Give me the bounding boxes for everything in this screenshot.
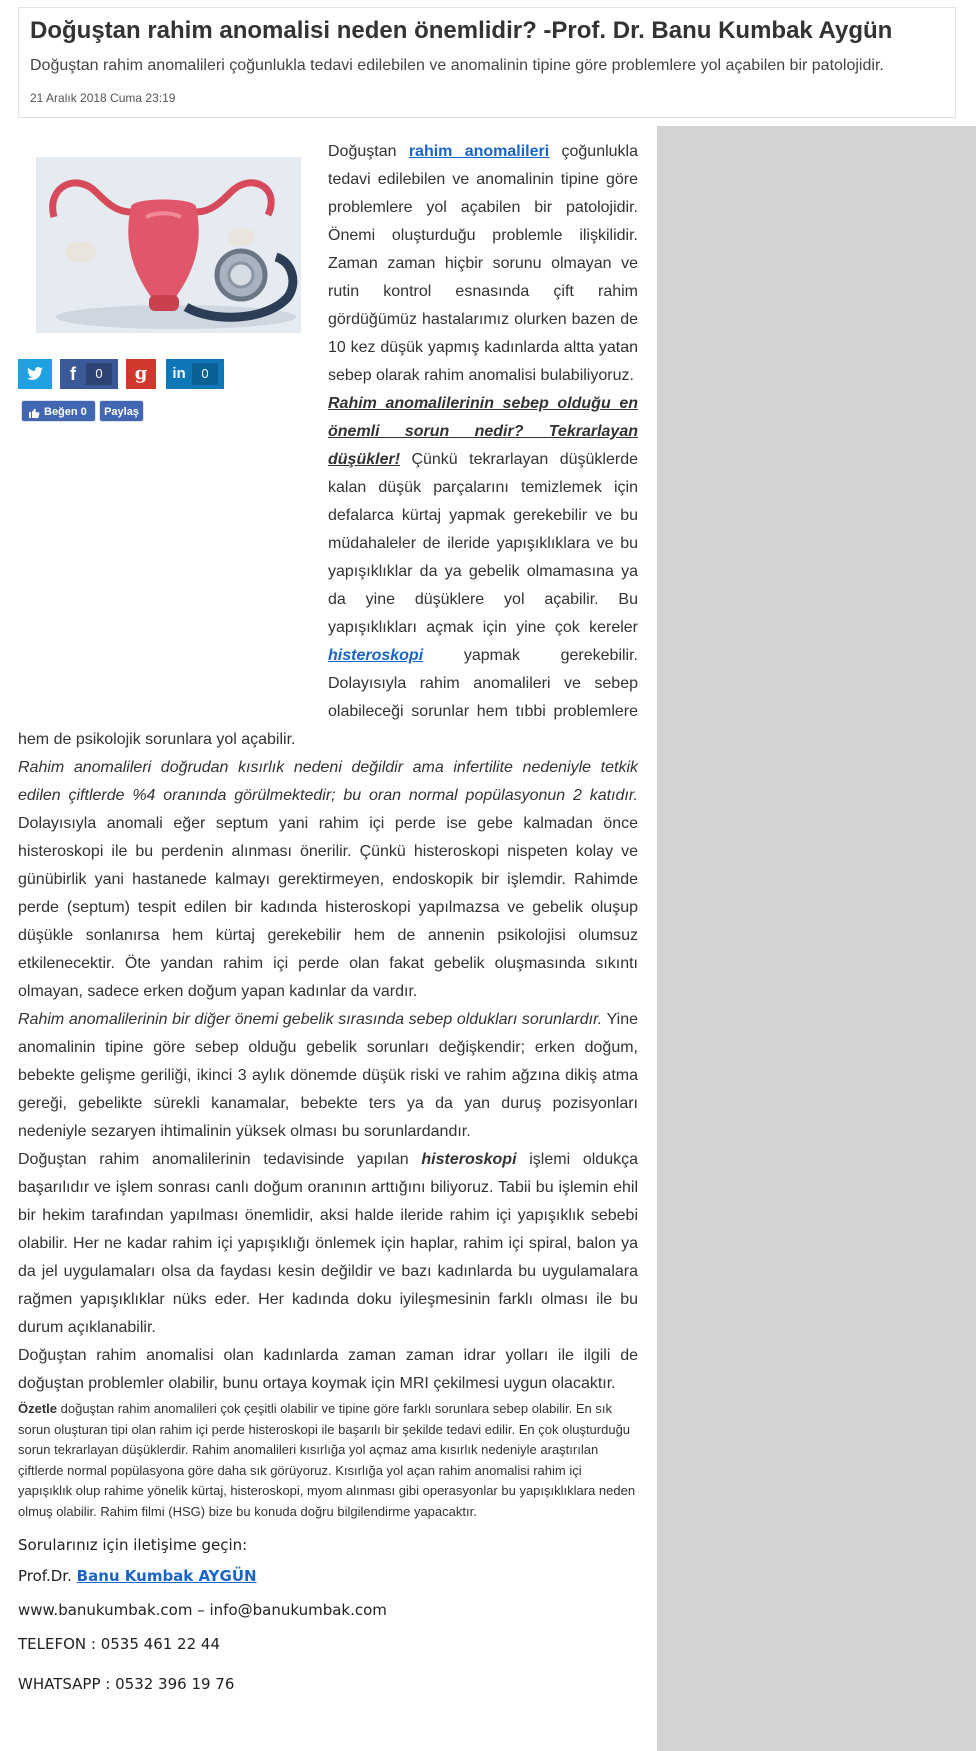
facebook-share-count: 0	[86, 363, 112, 385]
rahim-anomalileri-link[interactable]: rahim anomalileri	[408, 143, 550, 160]
section-heading: Rahim anomalilerinin sebep olduğu en önemli sorun nedir? Tekrarlayan düşükler!	[328, 395, 638, 468]
text-span: Yine anomalinin tipine göre sebep olduğu gebelik sorunları değişkendir; erken doğum, bebekte gelişme geriliği, ikinci 3 aylık dönemde düşük riski ve rahim ağzına dikiş atma gereği, gebelikte sürekli kanamalar, bebekte ters ya da yan duruş pozisyonları nedeniyle sezaryen ihtimalinin yüksek olması bu sorunlardandır.	[18, 1011, 638, 1140]
paragraph-pregnancy-issues	[18, 1006, 638, 1146]
histeroskopi-link[interactable]: histeroskopi	[328, 647, 424, 664]
google-plus-icon: g	[134, 363, 148, 384]
article-body	[18, 138, 638, 1701]
article-header	[18, 7, 956, 118]
facebook-icon: f	[70, 364, 76, 384]
article-image	[36, 157, 301, 333]
italic-statement: Rahim anomalilerinin bir diğer önemi gebelik sırasında sebep oldukları sorunlardır.	[18, 1011, 603, 1028]
text-span: Doğuştan rahim anomalilerinin tedavisinde yapılan	[18, 1151, 422, 1168]
page-summary: Doğuştan rahim anomalileri çoğunlukla tedavi edilebilen ve anomalinin tipine göre problemlere yol açabilen bir patolojidir.	[30, 57, 884, 74]
paragraph-infertility	[18, 754, 638, 1006]
sidebar-placeholder	[657, 126, 976, 1751]
contact-phone: TELEFON : 0535 461 22 44	[18, 1634, 221, 1653]
twitter-share-button[interactable]	[18, 359, 52, 389]
linkedin-share-button[interactable]	[166, 359, 224, 389]
paragraph-treatment	[18, 1146, 638, 1342]
contact-name	[18, 1559, 638, 1593]
doctor-name-link[interactable]: Banu Kumbak AYGÜN	[76, 1566, 257, 1585]
summary-label: Özetle	[18, 1401, 58, 1416]
publish-date: 21 Aralık 2018 Cuma 23:19	[30, 91, 176, 105]
contact-web-email: www.banukumbak.com – info@banukumbak.com	[18, 1600, 387, 1619]
text-span: doğuştan rahim anomalileri çok çeşitli olabilir ve tipine göre farklı sorunlara sebep olabilir. En sık sorun oluşturan tipi olan rahim içi perde histeroskopi ile başarılı bir şekilde tedavi edilir. En çok oluşturduğu sorun tekrarlayan düşüklerdir. Rahim anomalileri kısırlığa yol açmaz ama kısırlık nedeniyle araştırılan çiftlerde normal popülasyona göre daha sık görüyoruz. Kısırlığa yol açan rahim anomalisi rahim içi yapışıklık olup rahime yönelik kürtaj, histeroskopi, myom alınması gibi operasyonlar bu yapışıklıklara neden olmuş olabilir. Rahim filmi (HSG) bize bu konuda doğru bilgilendirme yapacaktır.	[18, 1401, 636, 1519]
paragraph-urinary: Doğuştan rahim anomalisi olan kadınlarda zaman zaman idrar yolları ile ilgili de doğuştan problemler olabilir, bunu ortaya koymak için MRI çekilmesi uygun olacaktır.	[18, 1347, 638, 1392]
text-span: Doğuştan	[328, 143, 409, 160]
linkedin-icon: in	[172, 365, 186, 382]
contact-heading: Sorularınız için iletişime geçin:	[18, 1535, 248, 1554]
text-span: yapmak gerekebilir. Dolayısıyla rahim anomalileri ve sebep olabileceği sorunlar hem tıbbi problemlere hem de psikolojik sorunlara yol açabilir.	[18, 647, 638, 748]
italic-statement: Rahim anomalileri doğrudan kısırlık nedeni değildir ama infertilite nedeniyle tetkik edilen çiftlerde %4 oranında görülmektedir; bu oran normal popülasyonun 2 katıdır.	[18, 759, 638, 804]
uterus-model-illustration	[36, 157, 301, 333]
linkedin-share-count: 0	[192, 363, 218, 385]
contact-whatsapp: WHATSAPP : 0532 396 19 76	[18, 1674, 235, 1693]
facebook-like-button[interactable]	[21, 400, 96, 422]
page-title: Doğuştan rahim anomalisi neden önemlidir? -Prof. Dr. Banu Kumbak Aygün	[30, 17, 893, 44]
twitter-icon	[18, 359, 52, 389]
paragraph-summary	[18, 1399, 638, 1523]
text-span: Dolayısıyla anomali eğer septum yani rahim içi perde ise gebe kalmadan önce histeroskopi ile bu perdenin alınması önerilir. Çünkü histeroskopi nispeten kolay ve günübirlik yani hastanede kalmayı gerektirmeyen, endoskopik bir işlemdir. Rahimde perde (septum) tespit edilen bir kadında histeroskopi yapılmazsa ve gebelik oluşup düşükle sonlanırsa hem kürtaj gerekebilir hem de annenin psikolojisi olumsuz etkilenecektir. Öte yandan rahim içi perde olan fakat gebelik oluşmasında sıkıntı olmayan, sadece erken doğum yapan kadınlar da vardır.	[18, 815, 638, 1000]
google-plus-share-button[interactable]	[126, 359, 156, 389]
text-span: işlemi oldukça başarılıdır ve işlem sonrası canlı doğum oranının arttığını biliyoruz. Tabii bu işlemin ehil bir hekim tarafından yapılması önemlidir, aksi halde ileride rahim içi yapışıklık sebebi olabilir. Her ne kadar rahim içi yapışıklığı önlemek için haplar, rahim içi spiral, balon ya da jel uygulamaları olsa da faydası kesin değildir ve bazı kadınlarda bu uygulamalara rağmen yapışıklıklar nüks eder. Her kadında doku iyileşmesinin farklı olması ile bu durum açıklanabilir.	[18, 1151, 638, 1336]
text-span: Prof.Dr.	[18, 1566, 77, 1585]
facebook-share-button[interactable]	[60, 359, 118, 389]
facebook-share-button-small[interactable]: Paylaş	[99, 400, 144, 422]
text-span: çoğunlukla tedavi edilebilen ve anomalinin tipine göre problemlere yol açabilen bir patolojidir. Önemi oluşturduğu problemle ilişkilidir. Zaman zaman hiçbir sorunu olmayan ve rutin kontrol esnasında çift rahim gördüğümüz hastalarımız olurken bazen de 10 kez düşük yapmış kadınlarda altta yatan sebep olarak rahim anomalisi bulabiliyoruz.	[328, 143, 639, 384]
text-span: Çünkü tekrarlayan düşüklerde kalan düşük parçalarını temizlemek için defalarca kürtaj yapmak gerekebilir ve bu müdahaleler de ileride yapışıklıklara ve bu yapışıklıklar da ya gebelik olmamasına ya da yine düşüklere yol açabilir. Bu yapışıklıkları açmak için yine çok kereler	[328, 451, 638, 636]
media-column	[18, 138, 328, 726]
bold-term: histeroskopi	[421, 1151, 517, 1168]
thumbs-up-icon	[28, 405, 40, 427]
facebook-like-label: Beğen 0	[44, 406, 87, 418]
